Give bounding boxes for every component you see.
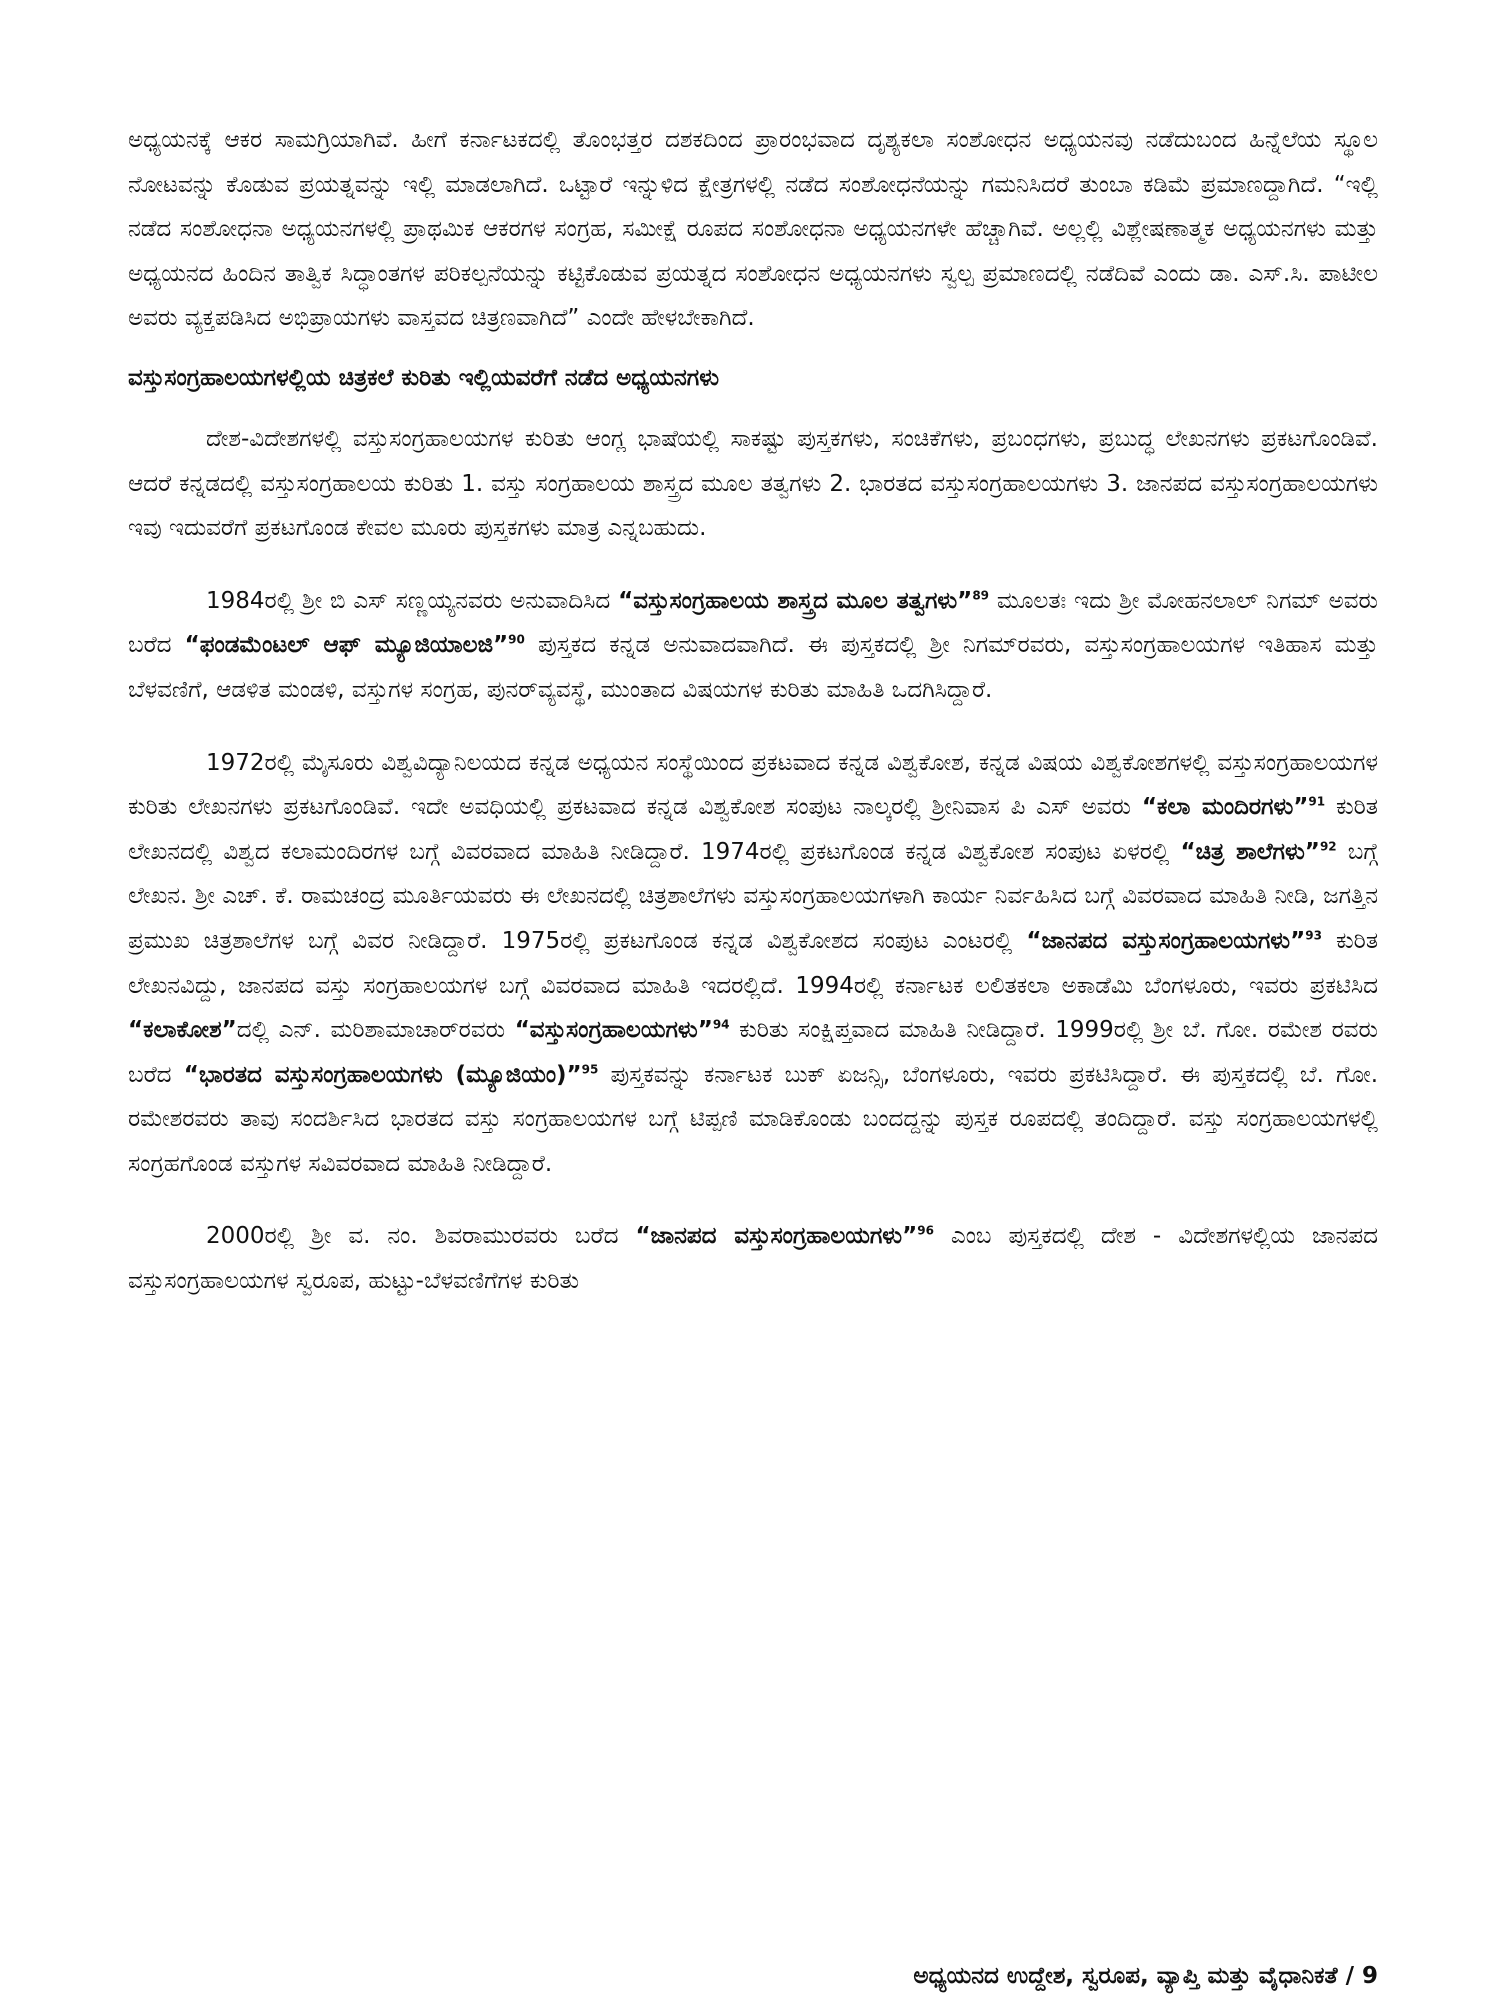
footnote-ref: 93 — [1305, 928, 1322, 943]
text-run: ಕುರಿತು ಸಂಕ್ಷಿಪ್ತವಾದ ಮಾಹಿತಿ ನೀಡಿದ್ದಾರೆ. 1999ರಲ್ಲಿ ಶ್ರೀ ಬೆ. ಗೋ. ರಮೇಶ ರವರು ಬರೆದ — [128, 1017, 1379, 1088]
paragraph-2000 — [128, 1214, 1378, 1303]
paragraph-1984 — [128, 579, 1378, 713]
paragraph-1972 — [128, 741, 1378, 1187]
article-title: “ವಸ್ತುಸಂಗ್ರಹಾಲಯಗಳು” — [514, 1017, 713, 1044]
footnote-ref: 96 — [917, 1223, 934, 1238]
book-title: “ಭಾರತದ ವಸ್ತುಸಂಗ್ರಹಾಲಯಗಳು (ಮ್ಯೂಜಿಯಂ)” — [183, 1061, 582, 1088]
book-title: “ಜಾನಪದ ವಸ್ತುಸಂಗ್ರಹಾಲಯಗಳು” — [635, 1223, 918, 1250]
section-heading: ವಸ್ತುಸಂಗ್ರಹಾಲಯಗಳಲ್ಲಿಯ ಚಿತ್ರಕಲೆ ಕುರಿತು ಇಲ್ಲಿಯವರೆಗೆ ನಡೆದ ಅಧ್ಯಯನಗಳು — [128, 364, 720, 391]
footer-separator: / — [1345, 1963, 1354, 1989]
text-run: 2000ರಲ್ಲಿ ಶ್ರೀ ವ. ನಂ. ಶಿವರಾಮುರವರು ಬರೆದ — [206, 1223, 636, 1250]
page-number: 9 — [1361, 1963, 1378, 1989]
text-run: ಪುಸ್ತಕದ ಕನ್ನಡ ಅನುವಾದವಾಗಿದೆ. ಈ ಪುಸ್ತಕದಲ್ಲಿ ಶ್ರೀ ನಿಗಮ್‌ರವರು, ವಸ್ತುಸಂಗ್ರಹಾಲಯಗಳ ಇತಿಹಾಸ ಮತ್ತು ಬೆಳವಣಿಗೆ, ಆಡಳಿತ ಮಂಡಳಿ, ವಸ್ತುಗಳ ಸಂಗ್ರಹ, ಪುನರ್‌ವ್ಯವಸ್ಥೆ, ಮುಂತಾದ ವಿಷಯಗಳ ಕುರಿತು ಮಾಹಿತಿ ಒದಗಿಸಿದ್ದಾರೆ. — [128, 632, 1379, 703]
footnote-ref: 92 — [1319, 839, 1337, 854]
text-run: ಬಗ್ಗೆ ಲೇಖನ. ಶ್ರೀ ಎಚ್. ಕೆ. ರಾಮಚಂದ್ರ ಮೂರ್ತಿಯವರು ಈ ಲೇಖನದಲ್ಲಿ ಚಿತ್ರಶಾಲೆಗಳು ವಸ್ತುಸಂಗ್ರಹಾಲಯಗಳಾಗಿ ಕಾರ್ಯ ನಿರ್ವಹಿಸಿದ ಬಗ್ಗೆ ವಿವರವಾದ ಮಾಹಿತಿ ನೀಡಿ, ಜಗತ್ತಿನ ಪ್ರಮುಖ ಚಿತ್ರಶಾಲೆಗಳ ಬಗ್ಗೆ ವಿವರ ನೀಡಿದ್ದಾರೆ. 1975ರಲ್ಲಿ ಪ್ರಕಟಗೊಂಡ ಕನ್ನಡ ವಿಶ್ವಕೋಶದ ಸಂಪುಟ ಎಂಟರಲ್ಲಿ — [128, 838, 1379, 954]
article-title: “ಜಾನಪದ ವಸ್ತುಸಂಗ್ರಹಾಲಯಗಳು” — [1026, 927, 1306, 954]
running-title: ಅಧ್ಯಯನದ ಉದ್ದೇಶ, ಸ್ವರೂಪ, ವ್ಯಾಪ್ತಿ ಮತ್ತು ವೈಧಾನಿಕತೆ — [913, 1963, 1338, 1989]
text-run: 1984ರಲ್ಲಿ ಶ್ರೀ ಬಿ ಎಸ್ ಸಣ್ಣಯ್ಯನವರು ಅನುವಾದಿಸಿದ — [206, 587, 619, 614]
page-body — [128, 118, 1378, 1304]
footnote-ref: 95 — [581, 1062, 599, 1077]
text-run: ಕುರಿತ ಲೇಖನದಲ್ಲಿ ವಿಶ್ವದ ಕಲಾಮಂದಿರಗಳ ಬಗ್ಗೆ ವಿವರವಾದ ಮಾಹಿತಿ ನೀಡಿದ್ದಾರೆ. 1974ರಲ್ಲಿ ಪ್ರಕಟಗೊಂಡ ಕನ್ನಡ ವಿಶ್ವಕೋಶ ಸಂಪುಟ ಏಳರಲ್ಲಿ — [128, 794, 1378, 865]
book-title: “ಕಲಾಕೋಶ” — [128, 1017, 237, 1044]
text-run: ಮೂಲತಃ ಇದು ಶ್ರೀ ಮೋಹನಲಾಲ್ ನಿಗಮ್ ಅವರು ಬರೆದ — [128, 587, 1378, 659]
paragraph-intro: ಅಧ್ಯಯನಕ್ಕೆ ಆಕರ ಸಾಮಗ್ರಿಯಾಗಿವೆ. ಹೀಗೆ ಕರ್ನಾಟಕದಲ್ಲಿ ತೊಂಭತ್ತರ ದಶಕದಿಂದ ಪ್ರಾರಂಭವಾದ ದೃಶ್ಯಕಲಾ ಸಂಶೋಧನ ಅಧ್ಯಯನವು ನಡೆದುಬಂದ ಹಿನ್ನೆಲೆಯ ಸ್ಥೂಲ ನೋಟವನ್ನು ಕೊಡುವ ಪ್ರಯತ್ನವನ್ನು ಇಲ್ಲಿ ಮಾಡಲಾಗಿದೆ. ಒಟ್ಟಾರೆ ಇನ್ನುಳಿದ ಕ್ಷೇತ್ರಗಳಲ್ಲಿ ನಡೆದ ಸಂಶೋಧನೆಯನ್ನು ಗಮನಿಸಿದರೆ ತುಂಬಾ ಕಡಿಮೆ ಪ್ರಮಾಣದ್ದಾಗಿದೆ. “ಇಲ್ಲಿ ನಡೆದ ಸಂಶೋಧನಾ ಅಧ್ಯಯನಗಳಲ್ಲಿ ಪ್ರಾಥಮಿಕ ಆಕರಗಳ ಸಂಗ್ರಹ, ಸಮೀಕ್ಷೆ ರೂಪದ ಸಂಶೋಧನಾ ಅಧ್ಯಯನಗಳೇ ಹೆಚ್ಚಾಗಿವೆ. ಅಲ್ಲಲ್ಲಿ ವಿಶ್ಲೇಷಣಾತ್ಮಕ ಅಧ್ಯಯನಗಳು ಮತ್ತು ಅಧ್ಯಯನದ ಹಿಂದಿನ ತಾತ್ವಿಕ ಸಿದ್ಧಾಂತಗಳ ಪರಿಕಲ್ಪನೆಯನ್ನು ಕಟ್ಟಿಕೊಡುವ ಪ್ರಯತ್ನದ ಸಂಶೋಧನ ಅಧ್ಯಯನಗಳು ಸ್ವಲ್ಪ ಪ್ರಮಾಣದಲ್ಲಿ ನಡೆದಿವೆ ಎಂದು ಡಾ. ಎಸ್.ಸಿ. ಪಾಟೀಲ ಅವರು ವ್ಯಕ್ತಪಡಿಸಿದ ಅಭಿಪ್ರಾಯಗಳು ವಾಸ್ತವದ ಚಿತ್ರಣವಾಗಿದೆ” ಎಂದೇ ಹೇಳಬೇಕಾಗಿದೆ. — [128, 127, 1378, 332]
text-run: ಪುಸ್ತಕವನ್ನು ಕರ್ನಾಟಕ ಬುಕ್ ಏಜನ್ಸಿ, ಬೆಂಗಳೂರು, ಇವರು ಪ್ರಕಟಿಸಿದ್ದಾರೆ. ಈ ಪುಸ್ತಕದಲ್ಲಿ ಬೆ. ಗೋ. ರಮೇಶರವರು ತಾವು ಸಂದರ್ಶಿಸಿದ ಭಾರತದ ವಸ್ತು ಸಂಗ್ರಹಾಲಯಗಳ ಬಗ್ಗೆ ಟಿಪ್ಪಣಿ ಮಾಡಿಕೊಂಡು ಬಂದದ್ದನ್ನು ಪುಸ್ತಕ ರೂಪದಲ್ಲಿ ತಂದಿದ್ದಾರೆ. ವಸ್ತು ಸಂಗ್ರಹಾಲಯಗಳಲ್ಲಿ ಸಂಗ್ರಹಗೊಂಡ ವಸ್ತುಗಳ ಸವಿವರವಾದ ಮಾಹಿತಿ ನೀಡಿದ್ದಾರೆ. — [128, 1061, 1379, 1177]
text-run: ಕುರಿತ ಲೇಖನವಿದ್ದು, ಜಾನಪದ ವಸ್ತು ಸಂಗ್ರಹಾಲಯಗಳ ಬಗ್ಗೆ ವಿವರವಾದ ಮಾಹಿತಿ ಇದರಲ್ಲಿದೆ. 1994ರಲ್ಲಿ ಕರ್ನಾಟಕ ಲಲಿತಕಲಾ ಅಕಾಡೆಮಿ ಬೆಂಗಳೂರು, ಇವರು ಪ್ರಕಟಿಸಿದ — [128, 927, 1379, 999]
text-run: 1972ರಲ್ಲಿ ಮೈಸೂರು ವಿಶ್ವವಿದ್ಯಾನಿಲಯದ ಕನ್ನಡ ಅಧ್ಯಯನ ಸಂಸ್ಥೆಯಿಂದ ಪ್ರಕಟವಾದ ಕನ್ನಡ ವಿಶ್ವಕೋಶ, ಕನ್ನಡ ವಿಷಯ ವಿಶ್ವಕೋಶಗಳಲ್ಲಿ ವಸ್ತುಸಂಗ್ರಹಾಲಯಗಳ ಕುರಿತು ಲೇಖನಗಳು ಪ್ರಕಟಗೊಂಡಿವೆ. ಇದೇ ಅವಧಿಯಲ್ಲಿ ಪ್ರಕಟವಾದ ಕನ್ನಡ ವಿಶ್ವಕೋಶ ಸಂಪುಟ ನಾಲ್ಕರಲ್ಲಿ ಶ್ರೀನಿವಾಸ ಪಿ ಎಸ್ ಅವರು — [128, 749, 1378, 821]
article-title: “ಕಲಾ ಮಂದಿರಗಳು” — [1141, 794, 1309, 821]
footnote-ref: 90 — [508, 632, 525, 647]
footnote-ref: 91 — [1308, 794, 1326, 809]
text-run: ದಲ್ಲಿ ಎನ್. ಮರಿಶಾಮಾಚಾರ್‌ರವರು — [236, 1017, 515, 1044]
text-run: ಎಂಬ ಪುಸ್ತಕದಲ್ಲಿ ದೇಶ - ವಿದೇಶಗಳಲ್ಲಿಯ ಜಾನಪದ ವಸ್ತುಸಂಗ್ರಹಾಲಯಗಳ ಸ್ವರೂಪ, ಹುಟ್ಟು-ಬೆಳವಣಿಗೆಗಳ ಕುರಿತು — [128, 1223, 1378, 1295]
book-title: “ಫಂಡಮೆಂಟಲ್ ಆಫ್ ಮ್ಯೂಜಿಯಾಲಜಿ” — [184, 632, 509, 659]
article-title: “ಚಿತ್ರ ಶಾಲೆಗಳು” — [1180, 838, 1320, 865]
page-footer — [726, 1961, 1378, 1991]
footnote-ref: 89 — [972, 588, 990, 603]
book-title: “ವಸ್ತುಸಂಗ್ರಹಾಲಯ ಶಾಸ್ತ್ರದ ಮೂಲ ತತ್ವಗಳು” — [618, 587, 973, 614]
paragraph-books-overview: ದೇಶ-ವಿದೇಶಗಳಲ್ಲಿ ವಸ್ತುಸಂಗ್ರಹಾಲಯಗಳ ಕುರಿತು ಆಂಗ್ಲ ಭಾಷೆಯಲ್ಲಿ ಸಾಕಷ್ಟು ಪುಸ್ತಕಗಳು, ಸಂಚಿಕೆಗಳು, ಪ್ರಬಂಧಗಳು, ಪ್ರಬುದ್ಧ ಲೇಖನಗಳು ಪ್ರಕಟಗೊಂಡಿವೆ. ಆದರೆ ಕನ್ನಡದಲ್ಲಿ ವಸ್ತುಸಂಗ್ರಹಾಲಯ ಕುರಿತು 1. ವಸ್ತು ಸಂಗ್ರಹಾಲಯ ಶಾಸ್ತ್ರದ ಮೂಲ ತತ್ವಗಳು 2. ಭಾರತದ ವಸ್ತುಸಂಗ್ರಹಾಲಯಗಳು 3. ಜಾನಪದ ವಸ್ತುಸಂಗ್ರಹಾಲಯಗಳು ಇವು ಇದುವರೆಗೆ ಪ್ರಕಟಗೊಂಡ ಕೇವಲ ಮೂರು ಪುಸ್ತಕಗಳು ಮಾತ್ರ ಎನ್ನಬಹುದು. — [128, 425, 1378, 542]
footnote-ref: 94 — [712, 1017, 730, 1032]
